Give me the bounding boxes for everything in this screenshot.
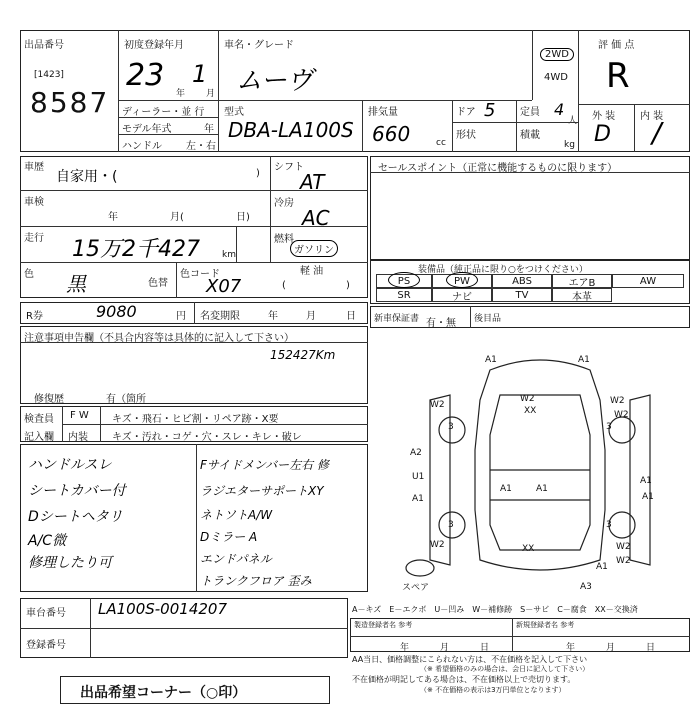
equip-tv[interactable]: TV — [492, 288, 552, 302]
interior-grade: / — [652, 116, 662, 149]
reg-month-1: 月 — [440, 643, 450, 653]
load-label: 積載 — [520, 130, 540, 141]
divider — [516, 100, 517, 152]
reg-day-1: 日 — [480, 643, 490, 653]
comment-left-3: A/C微 — [28, 533, 67, 549]
shift-label: シフト — [274, 162, 304, 173]
diagram-mark-0: A1 — [485, 355, 497, 365]
selling-label: セールスポイント（正常に機能するものに限ります） — [378, 163, 618, 174]
drive-4wd: 4WD — [544, 72, 568, 83]
capacity: 4 — [554, 100, 565, 119]
divider — [100, 406, 101, 442]
car-name-label: 車名・グレード — [224, 40, 294, 51]
displacement-label: 排気量 — [368, 107, 398, 118]
shaken-year: 年 — [108, 212, 118, 223]
lot-small: [1423] — [34, 70, 64, 80]
mileage-label: 走行 — [24, 233, 44, 244]
model-code: DBA-LA100S — [228, 118, 354, 142]
color-value: 黒 — [66, 272, 86, 296]
spare-label: スペア — [402, 583, 430, 593]
legend: A－キズ E－エクボ U－凹み W－補修跡 S－サビ C－腐食 XX－交換済 — [352, 605, 638, 614]
comment-right-5: トランクフロア 歪み — [200, 574, 312, 588]
diagram-mark-1: A1 — [578, 355, 590, 365]
diagram-mark-9: A2 — [410, 448, 422, 458]
yen-unit: 円 — [176, 311, 186, 322]
diagram-mark-2: W2 — [430, 400, 445, 410]
ac-label: 冷房 — [274, 198, 294, 209]
int-label: 内装 — [68, 432, 88, 443]
equip-sr[interactable]: SR — [376, 288, 432, 302]
warranty-label: 新車保証書 — [374, 314, 420, 324]
equip-navi[interactable]: ナビ — [432, 288, 492, 302]
diagram-mark-7: 3 — [448, 422, 454, 432]
rear-seat-label: 後目品 — [474, 314, 502, 324]
warranty-value: 有・無 — [426, 318, 456, 329]
reg-label: 登録番号 — [26, 640, 66, 651]
shaken-month: 月( — [170, 212, 184, 223]
divider — [362, 100, 363, 152]
history-close: ) — [256, 168, 260, 179]
diagram-mark-8: 3 — [606, 422, 612, 432]
divider — [218, 100, 219, 152]
wheel-fr — [609, 417, 635, 443]
divider — [512, 618, 513, 652]
name-change-month: 月 — [306, 311, 316, 322]
chassis-label: 車台番号 — [26, 608, 66, 619]
diagram-mark-19: 3 — [606, 520, 612, 530]
diagram-mark-3: W2 — [520, 394, 535, 404]
notice-3: 不在価格が明記してある場合は、不在価格以上で売切ります。 — [352, 675, 576, 684]
exterior-grade: D — [594, 122, 611, 147]
diagram-mark-6: W2 — [614, 410, 629, 420]
diagram-mark-17: W2 — [430, 540, 445, 550]
handle-label: ハンドル — [122, 141, 162, 152]
divider — [20, 628, 348, 629]
displacement: 660 — [372, 122, 411, 146]
color-code-value: X07 — [206, 276, 242, 297]
notice-1: AA当日、価格調整にこられない方は、不在価格を記入して下さい — [352, 655, 588, 664]
comment-left-1: シートカバー付 — [28, 483, 126, 499]
divider — [218, 30, 219, 100]
km-unit: km — [222, 250, 236, 260]
car-diagram — [390, 340, 690, 600]
equipment-label: 装備品（純正品に限り○をつけください） — [418, 265, 588, 275]
new-reg-label: 新規登録者名 参考 — [516, 621, 575, 629]
diagram-mark-21: W2 — [616, 542, 631, 552]
notes-label: 注意事項申告欄（不具合内容等は具体的に記入して下さい） — [24, 333, 294, 344]
reg-year-2: 年 — [566, 643, 576, 653]
divider — [452, 100, 453, 152]
diagram-mark-11: A1 — [412, 494, 424, 504]
type-label: 型式 — [224, 107, 244, 118]
name-change-day: 日 — [346, 311, 356, 322]
shaken-label: 車検 — [24, 197, 44, 208]
divider — [634, 104, 635, 152]
reg-day-2: 日 — [646, 643, 656, 653]
comment-right-3: Dミラー A — [200, 530, 258, 544]
reg-year-1: 年 — [400, 643, 410, 653]
name-change-year: 年 — [268, 311, 278, 322]
equip-pw[interactable]: PW — [432, 274, 492, 288]
diagram-mark-13: A1 — [642, 492, 654, 502]
name-change-label: 名変期限 — [200, 311, 240, 322]
diagram-mark-16: A1 — [536, 484, 548, 494]
fuel-paren-open: ( — [282, 280, 286, 291]
comment-right-2: ネトソトA/W — [200, 508, 273, 522]
spare-tire — [406, 560, 434, 576]
repair-value: 有（箇所 — [106, 394, 146, 405]
pw-circle — [446, 272, 478, 288]
diagram-mark-5: W2 — [610, 396, 625, 406]
handle-lr: 左・右 — [186, 141, 216, 152]
equip-ps[interactable]: PS — [376, 274, 432, 288]
month-unit: 月 — [206, 89, 216, 99]
chassis-value: LA100S-0014207 — [98, 600, 227, 618]
divider — [118, 117, 218, 118]
fw-items: キズ・飛石・ヒビ割・リペア跡・X要 — [112, 414, 279, 425]
shape-label: 形状 — [456, 130, 476, 141]
first-reg-year: 23 — [126, 58, 165, 93]
comment-left-4: 修理したり可 — [28, 555, 112, 571]
divider — [118, 100, 532, 101]
mileage-value: 15万2千427 — [72, 237, 200, 262]
cc-unit: cc — [436, 138, 446, 148]
divider — [270, 156, 271, 262]
grade-value: R — [606, 56, 630, 96]
divider — [350, 636, 690, 637]
exterior-label: 外 装 — [592, 111, 616, 122]
first-reg-label: 初度登録年月 — [124, 40, 184, 51]
fw-label: F W — [70, 410, 89, 421]
comment-left-0: ハンドルスレ — [28, 457, 112, 473]
comments-divider — [196, 444, 197, 592]
comment-right-4: エンドパネル — [200, 552, 272, 566]
comment-left-2: Dシートヘタリ — [28, 509, 123, 525]
comment-right-1: ラジエターサポートXY — [200, 484, 324, 498]
comment-right-0: Fサイドメンバー左右 修 — [200, 458, 329, 472]
inspector-label2: 記入欄 — [24, 432, 54, 443]
fuel-label: 燃料 — [274, 234, 294, 245]
divider — [90, 598, 91, 658]
fuel-paren-close: ) — [346, 280, 350, 291]
lot-label: 出品番号 — [24, 40, 64, 51]
model-year-label: モデル年式 — [122, 124, 172, 135]
repair-label: 修復歴 — [34, 394, 64, 405]
hope-label: 出品希望コーナー（○印） — [80, 685, 247, 701]
divider — [470, 306, 471, 328]
capacity-label: 定員 — [520, 107, 540, 118]
history-label: 車歴 — [24, 162, 44, 173]
diagram-mark-22: W2 — [616, 556, 631, 566]
model-year-unit: 年 — [204, 124, 214, 135]
shift-value: AT — [300, 170, 325, 194]
diagram-mark-20: XX — [522, 544, 535, 554]
divider — [532, 30, 533, 100]
divider — [194, 302, 195, 324]
divider — [236, 226, 237, 262]
divider — [578, 30, 579, 152]
color-change-label: 色替 — [148, 278, 168, 289]
maker-reg-label: 製造登録者名 参考 — [354, 621, 413, 629]
divider — [20, 342, 368, 343]
doors: 5 — [484, 100, 496, 121]
fuel-diesel: 軽 油 — [300, 266, 324, 277]
diagram-mark-24: A3 — [580, 582, 592, 592]
first-reg-month: 1 — [192, 60, 208, 88]
diagram-mark-10: U1 — [412, 472, 425, 482]
inspector-label: 検査員 — [24, 414, 54, 425]
recycle-value: 9080 — [96, 302, 137, 321]
recycle-label: R券 — [26, 311, 43, 322]
color-code-label: 色コード — [180, 269, 220, 280]
divider — [370, 172, 690, 173]
divider — [176, 262, 177, 298]
ac-value: AC — [302, 206, 330, 230]
kg-unit: kg — [564, 140, 575, 150]
diagram-mark-18: 3 — [448, 520, 454, 530]
divider — [452, 122, 578, 123]
equip-abs[interactable]: ABS — [492, 274, 552, 288]
ps-circle — [388, 272, 420, 288]
diagram-mark-12: A1 — [640, 476, 652, 486]
lot-number: 8587 — [30, 86, 110, 119]
divider — [118, 134, 218, 135]
interior-label: 内 装 — [640, 111, 664, 122]
diagram-mark-4: XX — [524, 406, 537, 416]
equip-airbag[interactable]: エアB — [552, 274, 612, 288]
reg-month-2: 月 — [606, 643, 616, 653]
drive-2wd: 2WD — [540, 48, 574, 61]
diagram-mark-23: A1 — [596, 562, 608, 572]
shaken-day: 日) — [236, 212, 250, 223]
year-unit: 年 — [176, 89, 186, 99]
diagram-mark-14: A1 — [500, 484, 512, 494]
color-label: 色 — [24, 269, 34, 280]
int-items: キズ・汚れ・コゲ・穴・スレ・キレ・破レ — [112, 432, 302, 443]
notice-4: （※ 不在価格の表示は3万円単位となります） — [420, 686, 566, 694]
dealer-label: ディーラー・並 行 — [122, 107, 205, 118]
equip-aw[interactable]: AW — [612, 274, 684, 288]
person-unit: 人 — [568, 116, 578, 126]
notice-2: （※ 希望価格のみの場合は、会日に記入して下さい） — [420, 665, 590, 673]
grade-label: 評 価 点 — [598, 40, 635, 51]
wheel-rr — [609, 512, 635, 538]
door-label: ドア — [456, 107, 476, 118]
equip-leather[interactable]: 本革 — [552, 288, 612, 302]
hand-mileage: 152427Km — [270, 348, 336, 362]
car-name: ムーヴ — [236, 66, 313, 96]
history-value: 自家用・( — [56, 169, 118, 185]
car-outline — [475, 360, 605, 570]
car-roof — [490, 395, 590, 550]
fuel-gasoline: ガソリン — [290, 240, 338, 257]
